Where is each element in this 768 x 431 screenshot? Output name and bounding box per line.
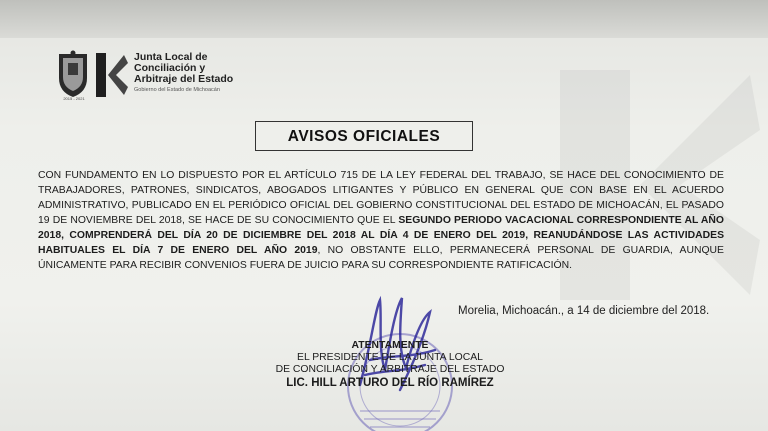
signer-title-line1: EL PRESIDENTE DE LA JUNTA LOCAL — [297, 352, 483, 363]
state-seal-icon — [56, 50, 90, 100]
body-text-part1: CON FUNDAMENTO EN LO DISPUESTO POR EL ARTÍCULO 715 DE LA LEY FEDERAL DEL TRABAJO, SE HACE DEL CONOCIMIENTO DE TRABAJADORES, PATRONES, SINDICATOS, ABOGADOS LITIGANTES Y PÚBLICO EN GENERAL QUE CON BASE EN EL ACUERDO ADMINISTRATIVO, PUBLICADO EN EL PERIÓDICO OFICIAL DEL GOBIERNO CONSTITUCIONAL DEL ESTADO DE MICHOACÁN, EL PASADO 19 DE NOVIEMBRE DEL 2018, SE HACE DE SU CONOCIMIENTO QUE EL — [38, 170, 724, 226]
notice-body — [38, 168, 724, 273]
org-subtitle: Gobierno del Estado de Michoacán — [134, 87, 220, 93]
top-shadow-band — [0, 0, 768, 38]
closing-text: ATENTAMENTE — [351, 340, 429, 351]
date-line: Morelia, Michoacán., a 14 de diciembre del 2018. — [458, 305, 710, 317]
title-box — [255, 121, 473, 151]
body-bold-vacation-period: SEGUNDO PERIODO VACACIONAL CORRESPONDIENTE AL AÑO 2018, COMPRENDERÁ DEL DÍA 20 DE DICIEMBRE DEL 2018 AL DÍA 4 DE ENERO DEL 2019, REANUDÁNDOSE LAS ACTIVIDADES HABITUALES EL DÍA 7 DE ENERO DEL AÑO 2019 — [38, 215, 724, 256]
k-logo-icon — [96, 53, 128, 97]
signature-block — [250, 340, 530, 391]
signer-title-line2: DE CONCILIACIÓN Y ARBITRAJE DEL ESTADO — [275, 364, 505, 375]
body-text-part2: , NO OBSTANTE ELLO, PERMANECERÁ PERSONAL DE GUARDIA, AUNQUE ÚNICAMENTE PARA RECIBIR CONVENIOS FUERA DE JUICIO PARA SU CORRESPONDIENTE RATIFICACIÓN. — [38, 245, 724, 271]
institution-logo — [56, 50, 356, 108]
page-title: AVISOS OFICIALES — [287, 128, 441, 145]
seal-years: 2015 - 2021 — [63, 96, 85, 101]
signer-name: LIC. HILL ARTURO DEL RÍO RAMÍREZ — [286, 377, 494, 389]
org-name: Junta Local de Conciliación y Arbitraje del Estado — [134, 51, 234, 85]
